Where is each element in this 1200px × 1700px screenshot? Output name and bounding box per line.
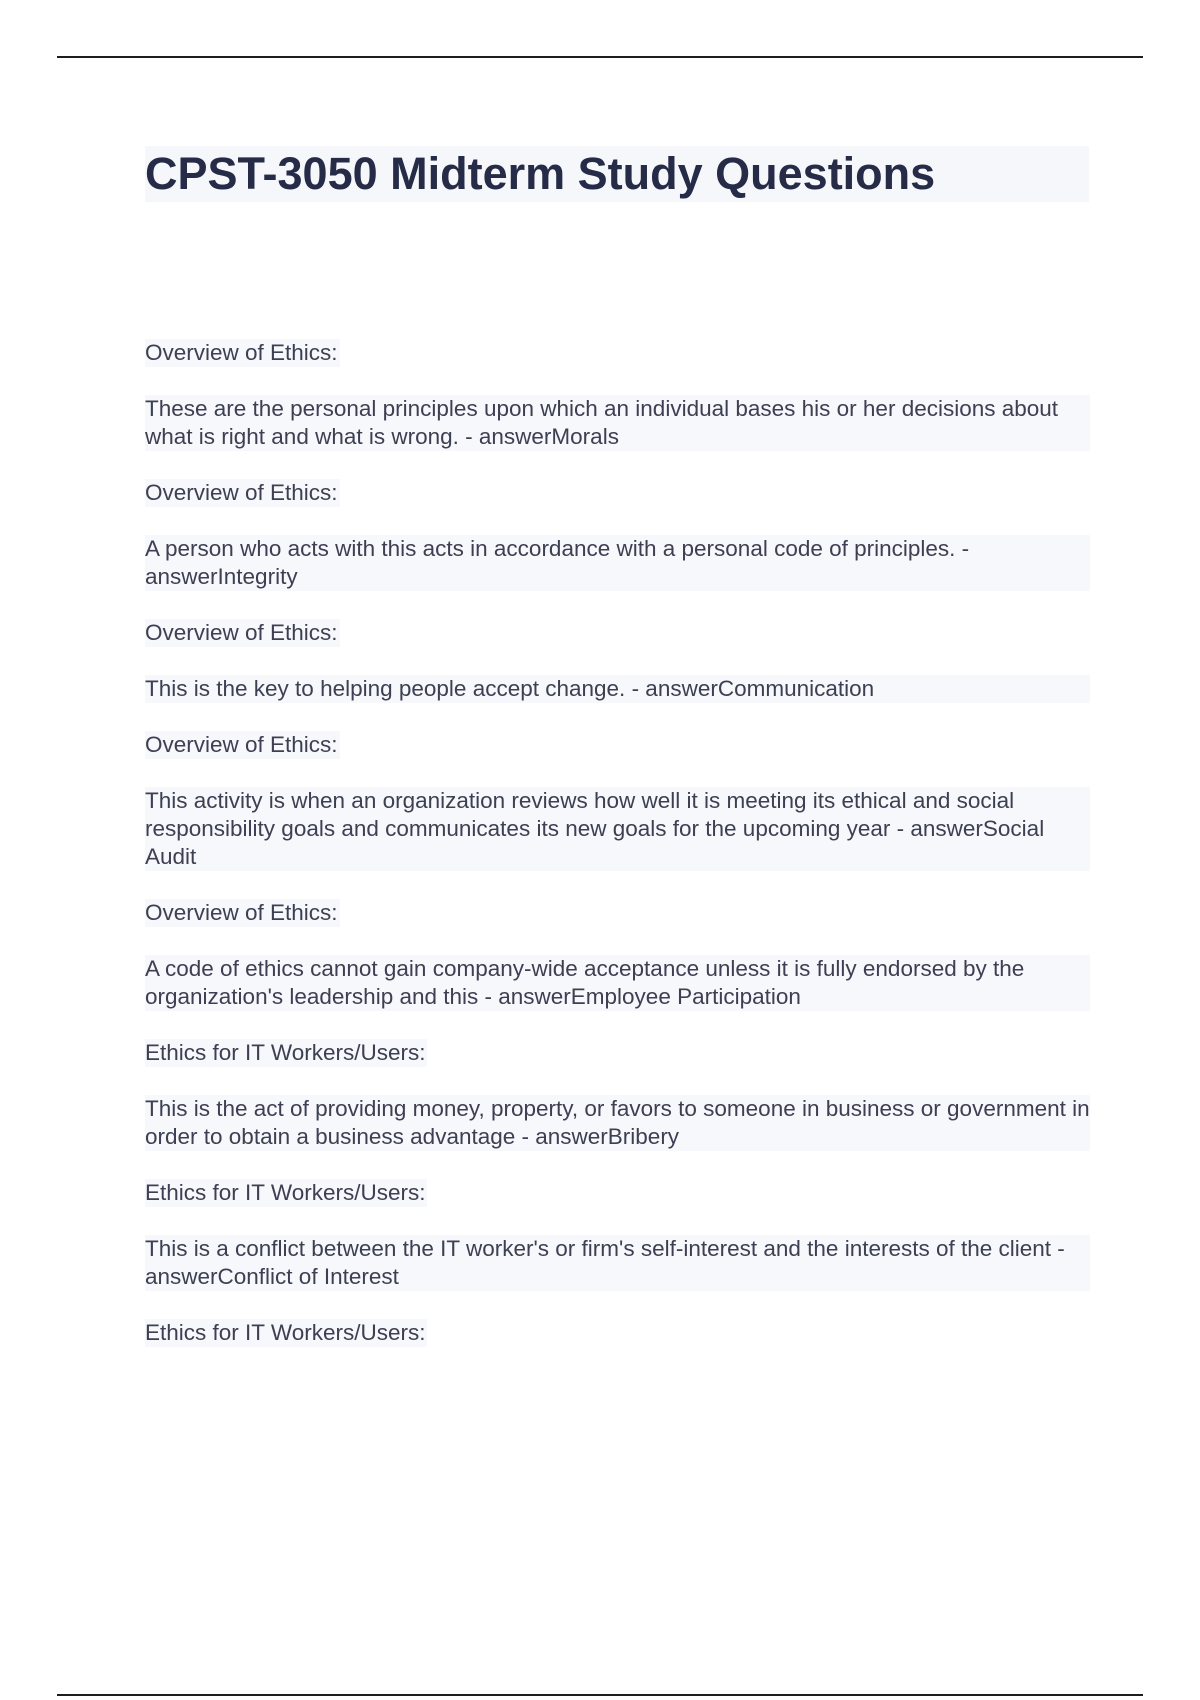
list-item (145, 479, 1090, 591)
list-item (145, 1039, 1090, 1151)
bottom-rule (57, 1694, 1143, 1696)
question-answer: This is the act of providing money, property, or favors to someone in business or government in order to obtain a business advantage - answerBribery (145, 1096, 1090, 1149)
list-item (145, 731, 1090, 871)
question-answer: These are the personal principles upon which an individual bases his or her decisions about what is right and what is wrong. - answerMorals (145, 395, 1090, 451)
section-heading: Ethics for IT Workers/Users: (145, 1180, 426, 1205)
list-item (145, 899, 1090, 1011)
list-item (145, 339, 1090, 451)
section-heading: Overview of Ethics: (145, 732, 338, 757)
section-heading: Overview of Ethics: (145, 340, 338, 365)
page-title: CPST-3050 Midterm Study Questions (145, 146, 1089, 202)
question-answer: This is the key to helping people accept change. - answerCommunication (145, 675, 1090, 703)
question-answer: A person who acts with this acts in accordance with a personal code of principles. - answerIntegrity (145, 535, 1090, 591)
section-heading: Ethics for IT Workers/Users: (145, 1320, 426, 1345)
list-item (145, 619, 1090, 703)
question-answer: This is a conflict between the IT worker's or firm's self-interest and the interests of the client - answerConflict of Interest (145, 1235, 1090, 1291)
list-item (145, 1179, 1090, 1291)
top-rule (57, 56, 1143, 58)
section-heading: Overview of Ethics: (145, 480, 338, 505)
section-heading: Overview of Ethics: (145, 900, 338, 925)
study-questions (145, 339, 1090, 1375)
section-heading: Ethics for IT Workers/Users: (145, 1040, 426, 1065)
section-heading: Overview of Ethics: (145, 620, 338, 645)
question-answer: This activity is when an organization reviews how well it is meeting its ethical and social responsibility goals and communicates its new goals for the upcoming year - answerSocial Audit (145, 787, 1090, 871)
list-item (145, 1319, 1090, 1375)
question-answer: A code of ethics cannot gain company-wide acceptance unless it is fully endorsed by the organization's leadership and this - answerEmployee Participation (145, 955, 1090, 1011)
